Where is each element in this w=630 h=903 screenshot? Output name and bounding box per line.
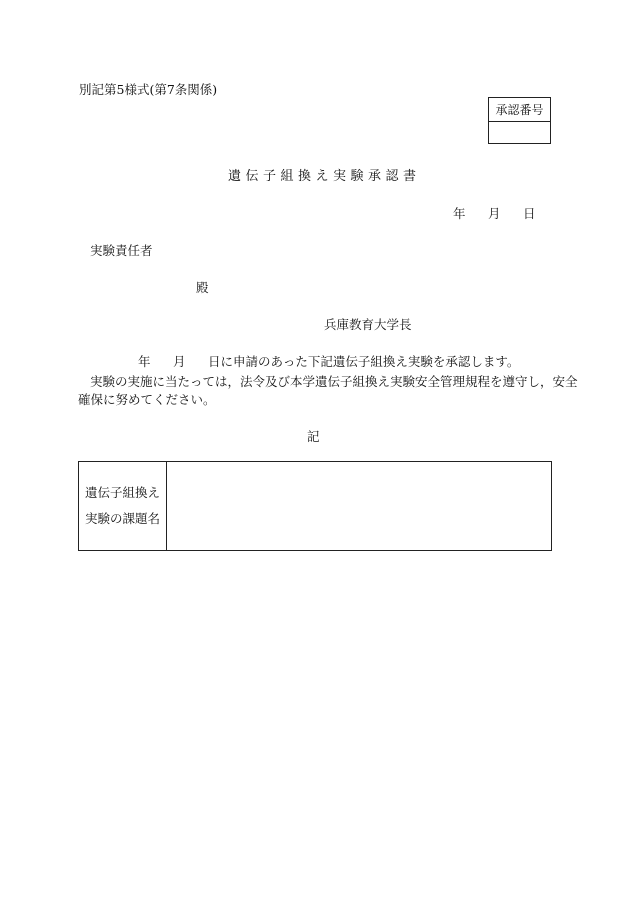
- addressee-label: 実験責任者: [90, 243, 153, 258]
- approval-number-header: 承認番号: [489, 98, 550, 122]
- compliance-notice-line1: 実験の実施に当たっては，法令及び本学遺伝子組換え実験安全管理規程を遵守し，安全: [90, 374, 578, 389]
- application-year-label: 年: [138, 354, 151, 369]
- ki-heading: 記: [307, 429, 320, 444]
- subject-label-line2: 実験の課題名: [84, 511, 160, 526]
- compliance-notice-line2: 確保に努めてください。: [78, 392, 216, 407]
- subject-table: [78, 461, 552, 551]
- subject-value-cell: [167, 462, 551, 550]
- issuer-name: 兵庫教育大学長: [324, 317, 412, 332]
- subject-label-line1: 遺伝子組換え: [84, 485, 160, 500]
- form-label: 別記第5様式(第7条関係): [79, 82, 218, 97]
- approval-statement: 日に申請のあった下記遺伝子組換え実験を承認します。: [208, 354, 520, 369]
- approval-number-box: [488, 97, 551, 144]
- date-day-label: 日: [523, 206, 536, 221]
- honorific: 殿: [196, 280, 209, 295]
- subject-label-cell: [79, 462, 167, 550]
- date-year-label: 年: [453, 206, 466, 221]
- date-month-label: 月: [488, 206, 501, 221]
- application-month-label: 月: [173, 354, 186, 369]
- document-title: 遺伝子組換え実験承認書: [228, 169, 421, 184]
